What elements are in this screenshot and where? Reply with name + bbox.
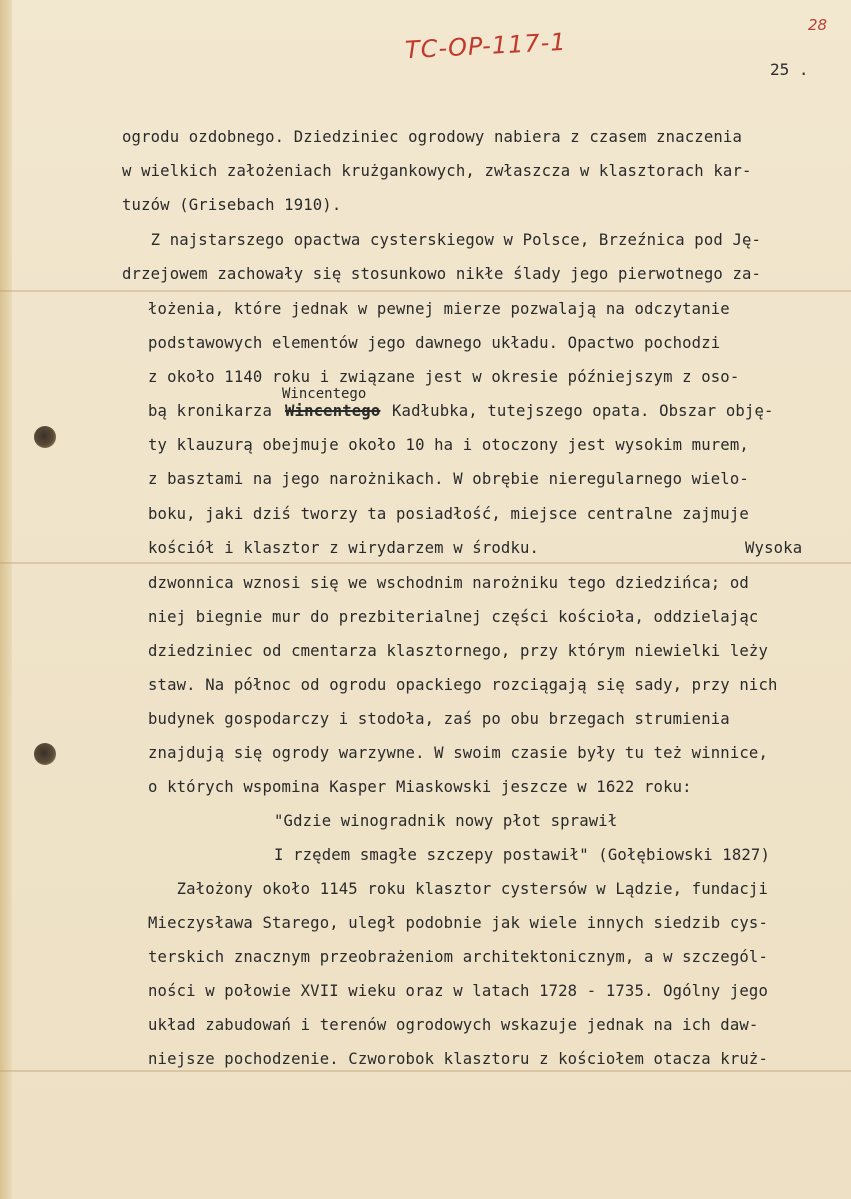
text-line: z basztami na jego narożnikach. W obrębie nieregularnego wielo- — [148, 470, 749, 488]
text-line: Z najstarszego opactwa cysterskiegow w Polsce, Brzeźnica pod Ję- — [122, 231, 762, 249]
text-line: podstawowych elementów jego dawnego układu. Opactwo pochodzi — [148, 334, 721, 352]
text-line: terskich znacznym przeobrażeniom architektonicznym, a w szczegól- — [148, 948, 768, 966]
paste-seam-3 — [0, 1070, 851, 1072]
page-number: 25 . — [770, 60, 809, 79]
text-line: w wielkich założeniach krużgankowych, zwłaszcza w klasztorach kar- — [122, 162, 752, 180]
quote-line: "Gdzie winogradnik nowy płot sprawił — [274, 812, 618, 830]
text-line: drzejowem zachowały się stosunkowo nikłe ślady jego pierwotnego za- — [122, 265, 762, 283]
text-line: boku, jaki dziś tworzy ta posiadłość, miejsce centralne zajmuje — [148, 505, 749, 523]
text-line: dzwonnica wznosi się we wschodnim narożniku tego dziedzińca; od — [148, 574, 749, 592]
punch-hole-bottom — [34, 743, 56, 765]
text-line: z około 1140 roku i związane jest w okresie późniejszym z oso- — [148, 368, 740, 386]
text-line: znajdują się ogrody warzywne. W swoim czasie były tu też winnice, — [148, 744, 768, 762]
text-line: o których wspomina Kasper Miaskowski jeszcze w 1622 roku: — [148, 778, 692, 796]
text-line: łożenia, które jednak w pewnej mierze pozwalają na odczytanie — [148, 300, 730, 318]
text-line: Kadłubka, tutejszego opata. Obszar obję- — [392, 402, 774, 420]
text-line: staw. Na północ od ogrodu opackiego rozciągają się sady, przy nich — [148, 676, 778, 694]
text-line: Wysoka — [745, 539, 803, 557]
text-line: tuzów (Grisebach 1910). — [122, 196, 342, 214]
paste-seam-2 — [0, 562, 851, 564]
text-line: kościół i klasztor z wirydarzem w środku. — [148, 539, 540, 557]
text-line: ty klauzurą obejmuje około 10 ha i otoczony jest wysokim murem, — [148, 436, 749, 454]
struck-word: Wincentego — [285, 402, 381, 420]
text-line: Mieczysława Starego, uległ podobnie jak wiele innych siedzib cys- — [148, 914, 768, 932]
text-line: układ zabudowań i terenów ogrodowych wskazuje jednak na ich daw- — [148, 1016, 759, 1034]
text-line: bą kronikarza — [148, 402, 272, 420]
quote-line: I rzędem smagłe szczepy postawił" (Gołębiowski 1827) — [274, 846, 770, 864]
text-line: ogrodu ozdobnego. Dziedziniec ogrodowy nabiera z czasem znaczenia — [122, 128, 742, 146]
text-line: niej biegnie mur do prezbiterialnej części kościoła, oddzielając — [148, 608, 759, 626]
text-line: niejsze pochodzenie. Czworobok klasztoru z kościołem otacza kruż- — [148, 1050, 768, 1068]
folio-number: 28 — [808, 16, 828, 34]
handwritten-insertion: Wincentego — [282, 386, 367, 402]
paste-seam-1 — [0, 290, 851, 292]
paper-edge — [0, 0, 12, 1199]
text-line: ności w połowie XVII wieku oraz w latach 1728 - 1735. Ogólny jego — [148, 982, 768, 1000]
text-line: Założony około 1145 roku klasztor cystersów w Lądzie, fundacji — [148, 880, 768, 898]
text-line: dziedziniec od cmentarza klasztornego, przy którym niewielki leży — [148, 642, 768, 660]
archive-signature: TC-OP-117-1 — [404, 27, 568, 65]
text-line: budynek gospodarczy i stodoła, zaś po obu brzegach strumienia — [148, 710, 730, 728]
punch-hole-top — [34, 426, 56, 448]
